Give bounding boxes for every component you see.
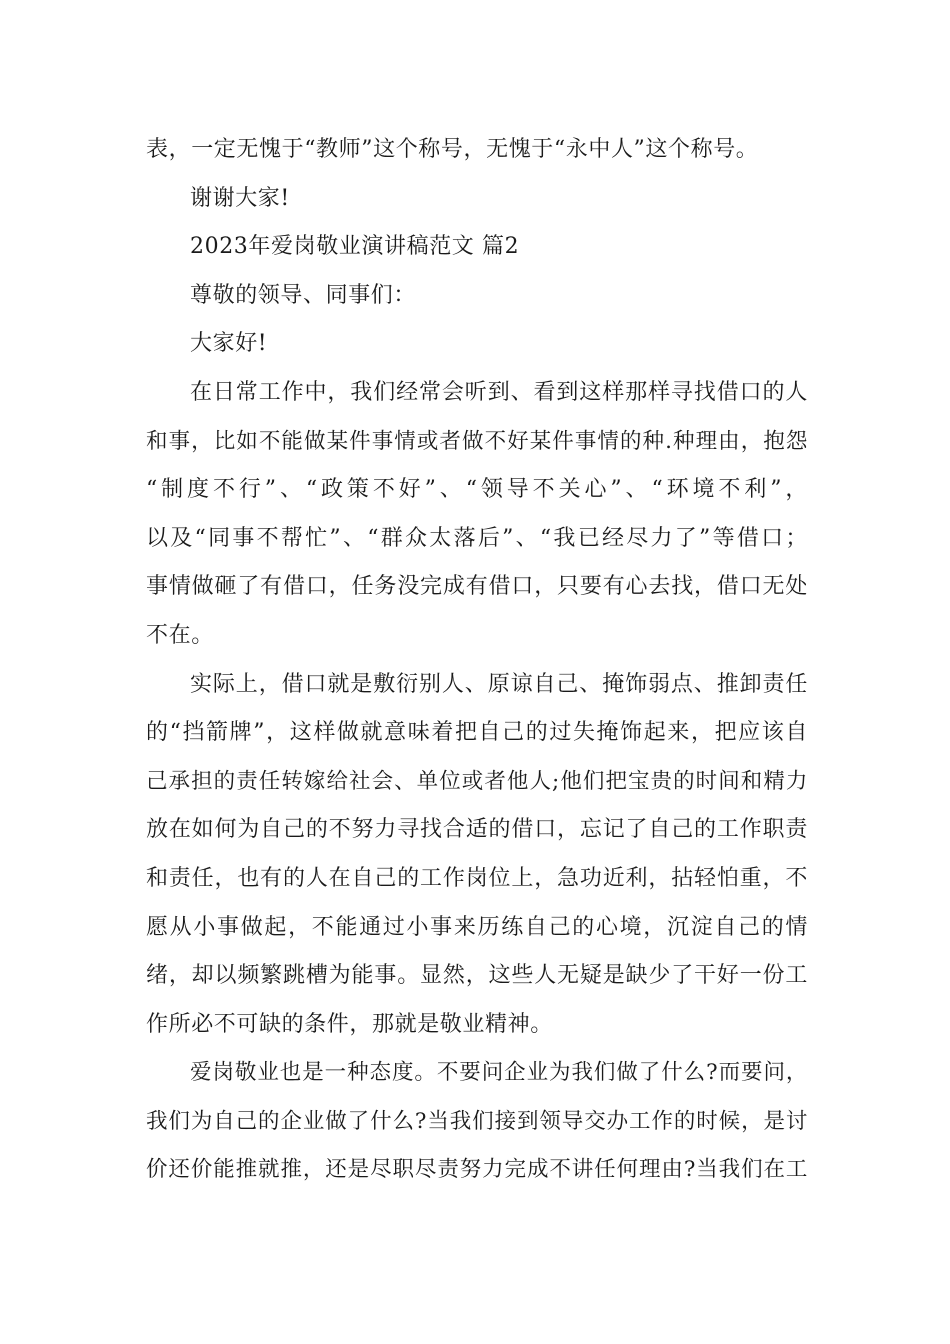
- text-line: 大家好!: [190, 331, 268, 357]
- text-line: 作所必不可缺的条件，那就是敬业精神。: [146, 1011, 553, 1037]
- text-line: 的“挡箭牌”，这样做就意味着把自己的过失掩饰起来，把应该自: [146, 720, 808, 746]
- text-line: 表，一定无愧于“教师”这个称号，无愧于“永中人”这个称号。: [146, 137, 759, 162]
- text-line: 谢谢大家!: [190, 185, 290, 211]
- text-line: 爱岗敬业也是一种态度。不要问企业为我们做了什么?而要问，: [190, 1060, 808, 1086]
- text-line: 实际上，借口就是敷衍别人、原谅自己、掩饰弱点、推卸责任: [190, 671, 808, 697]
- text-line: 不在。: [146, 622, 214, 648]
- text-line: 己承担的责任转嫁给社会、单位或者他人;他们把宝贵的时间和精力: [146, 768, 808, 794]
- text-line: 愿从小事做起，不能通过小事来历练自己的心境，沉淀自己的情: [146, 914, 808, 940]
- text-line: 以及“同事不帮忙”、“群众太落后”、“我已经尽力了”等借口；: [146, 525, 808, 551]
- text-line: 2023年爱岗敬业演讲稿范文 篇2: [190, 234, 520, 260]
- text-line: 和事，比如不能做某件事情或者做不好某件事情的种.种理由，抱怨: [146, 428, 808, 454]
- text-line: 放在如何为自己的不努力寻找合适的借口，忘记了自己的工作职责: [146, 817, 808, 843]
- text-line: 尊敬的领导、同事们：: [190, 282, 417, 308]
- text-line: 我们为自己的企业做了什么?当我们接到领导交办工作的时候，是讨: [146, 1108, 808, 1134]
- text-line: 在日常工作中，我们经常会听到、看到这样那样寻找借口的人: [190, 379, 808, 405]
- text-line: 价还价能推就推，还是尽职尽责努力完成不讲任何理由?当我们在工: [146, 1157, 808, 1183]
- text-line: “制度不行”、“政策不好”、“领导不关心”、“环境不利”，: [146, 477, 808, 503]
- text-line: 绪，却以频繁跳槽为能事。显然，这些人无疑是缺少了干好一份工: [146, 963, 808, 989]
- text-line: 和责任，也有的人在自己的工作岗位上，急功近利，拈轻怕重，不: [146, 865, 808, 891]
- document-body: [146, 126, 808, 1195]
- text-line: 事情做砸了有借口，任务没完成有借口，只要有心去找，借口无处: [146, 574, 808, 600]
